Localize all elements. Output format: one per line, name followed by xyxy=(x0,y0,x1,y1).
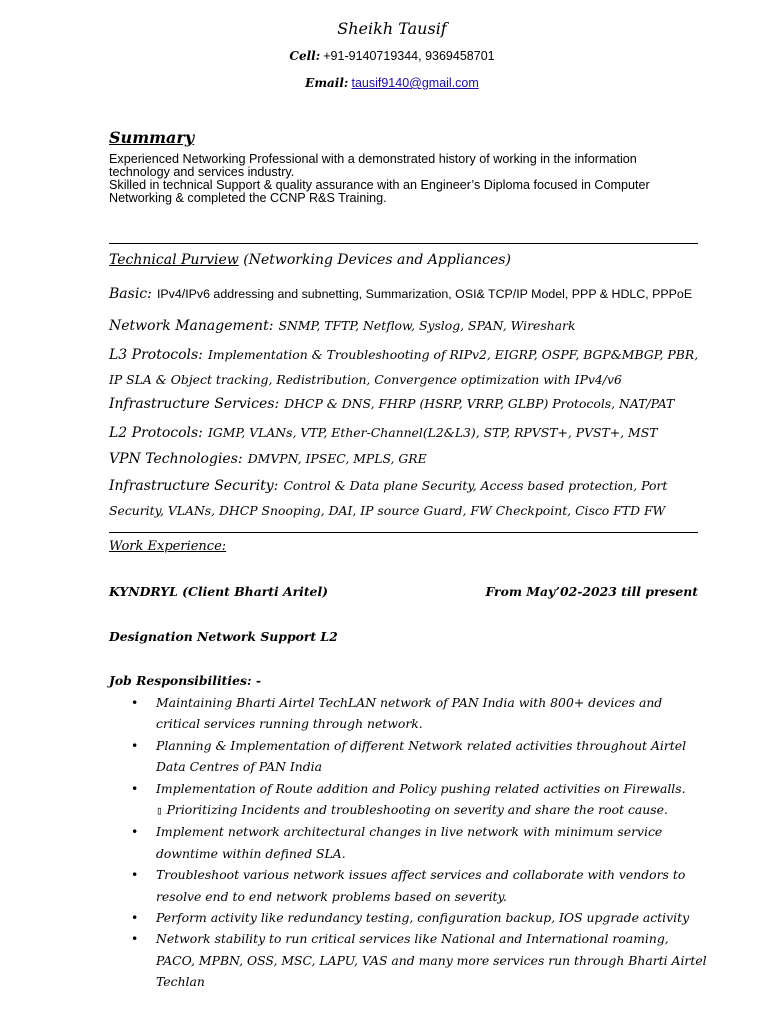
technical-subtitle: (Networking Devices and Appliances) xyxy=(243,252,511,268)
skill-value: Control & Data plane Security, Access based protection, Port Security, VLANs, DHCP Snooping, DAI, IP source Guard, FW Checkpoint, Cisco FTD FW xyxy=(109,478,668,518)
designation: Designation Network Support L2 xyxy=(109,629,338,644)
section-divider xyxy=(109,243,698,244)
company-name: KYNDRYL (Client Bharti Aritel) xyxy=(109,584,329,599)
list-item xyxy=(109,821,709,864)
candidate-name: Sheikh Tausif xyxy=(337,19,447,38)
bullet: • xyxy=(131,910,139,926)
skill-label: VPN Technologies: xyxy=(109,451,243,467)
skill-label: Infrastructure Services: xyxy=(109,396,280,412)
skill-label: Network Management: xyxy=(109,318,274,334)
skill-value: DMVPN, IPSEC, MPLS, GRE xyxy=(247,451,427,466)
list-item xyxy=(109,928,709,992)
bullet: • xyxy=(131,824,139,840)
responsibilities-label: Job Responsibilities: - xyxy=(109,673,261,688)
skill-l3-protocols xyxy=(109,342,709,391)
skill-infrastructure-security xyxy=(109,473,709,522)
work-heading: Work Experience: xyxy=(109,539,227,554)
cell-label: Cell: xyxy=(289,49,321,63)
bullet: • xyxy=(131,867,139,883)
skill-value: SNMP, TFTP, Netflow, Syslog, SPAN, Wireshark xyxy=(278,318,576,333)
bullet: • xyxy=(131,780,139,796)
responsibility-text: Maintaining Bharti Airtel TechLAN network of PAN India with 800+ devices and critical services running through network. xyxy=(156,695,663,732)
sub-bullet: ▯ xyxy=(156,804,163,818)
summary-paragraph-1: Experienced Networking Professional with a demonstrated history of working in the information technology and services industry. xyxy=(109,152,637,179)
skill-infrastructure-services xyxy=(109,393,709,412)
responsibility-text: Planning & Implementation of different Network related activities throughout Airtel Data Centres of PAN India xyxy=(156,737,687,775)
responsibility-text: Implement network architectural changes in live network with minimum service downtime within defined SLA. xyxy=(156,824,663,861)
skill-value: Implementation & Troubleshooting of RIPv2, EIGRP, OSPF, BGP&MBGP, PBR, IP SLA & Object tracking, Redistribution, Convergence optimization with IPv4/v6 xyxy=(109,347,699,387)
email-link[interactable]: tausif9140@gmail.com xyxy=(351,76,479,90)
responsibility-text: Implementation of Route addition and Policy pushing related activities on Firewalls. xyxy=(156,780,686,796)
skill-network-management xyxy=(109,315,709,334)
sub-item-text: Prioritizing Incidents and troubleshooting on severity and share the root cause. xyxy=(166,802,668,818)
skill-vpn-technologies xyxy=(109,448,709,467)
technical-title: Technical Purview xyxy=(109,252,239,268)
sub-item xyxy=(156,799,709,821)
email-line xyxy=(0,76,768,91)
employment-period: From May’02-2023 till present xyxy=(485,584,698,599)
skill-label: L2 Protocols: xyxy=(109,425,203,441)
list-item xyxy=(109,907,709,928)
list-item xyxy=(109,692,709,735)
skill-label: Basic: xyxy=(109,286,152,302)
bullet: • xyxy=(131,737,139,753)
technical-heading xyxy=(109,252,511,268)
skill-value: IGMP, VLANs, VTP, Ether-Channel(L2&L3), STP, RPVST+, PVST+, MST xyxy=(208,425,658,440)
bullet: • xyxy=(131,695,139,710)
list-item xyxy=(109,778,709,822)
summary-heading: Summary xyxy=(109,128,195,147)
cell-line xyxy=(0,49,768,64)
bullet: • xyxy=(131,931,139,947)
responsibility-text: Perform activity like redundancy testing, configuration backup, IOS upgrade activity xyxy=(156,910,690,926)
list-item xyxy=(109,864,709,907)
responsibility-text: Network stability to run critical services like National and International roaming, PACO, MPBN, OSS, MSC, LAPU, VAS and many more services run through Bharti Airtel Techlan xyxy=(156,931,707,990)
summary-paragraph-2: Skilled in technical Support & quality assurance with an Engineer’s Diploma focused in Computer Networking & completed the CCNP R&S Training. xyxy=(109,178,650,205)
responsibilities-list xyxy=(109,692,709,993)
skill-value: DHCP & DNS, FHRP (HSRP, VRRP, GLBP) Protocols, NAT/PAT xyxy=(284,396,675,411)
responsibility-text: Troubleshoot various network issues affect services and collaborate with vendors to resolve end to end network problems based on severity. xyxy=(156,867,686,904)
list-item xyxy=(109,735,709,778)
cell-value: +91-9140719344, 9369458701 xyxy=(323,49,495,63)
section-divider xyxy=(109,532,698,533)
skill-basic xyxy=(109,283,709,302)
skill-label: Infrastructure Security: xyxy=(109,478,279,494)
skill-l2-protocols xyxy=(109,422,709,441)
skill-value: IPv4/IPv6 addressing and subnetting, Summarization, OSI& TCP/IP Model, PPP & HDLC, PPPoE xyxy=(156,287,693,301)
email-label: Email: xyxy=(305,76,349,90)
skill-label: L3 Protocols: xyxy=(109,347,203,363)
